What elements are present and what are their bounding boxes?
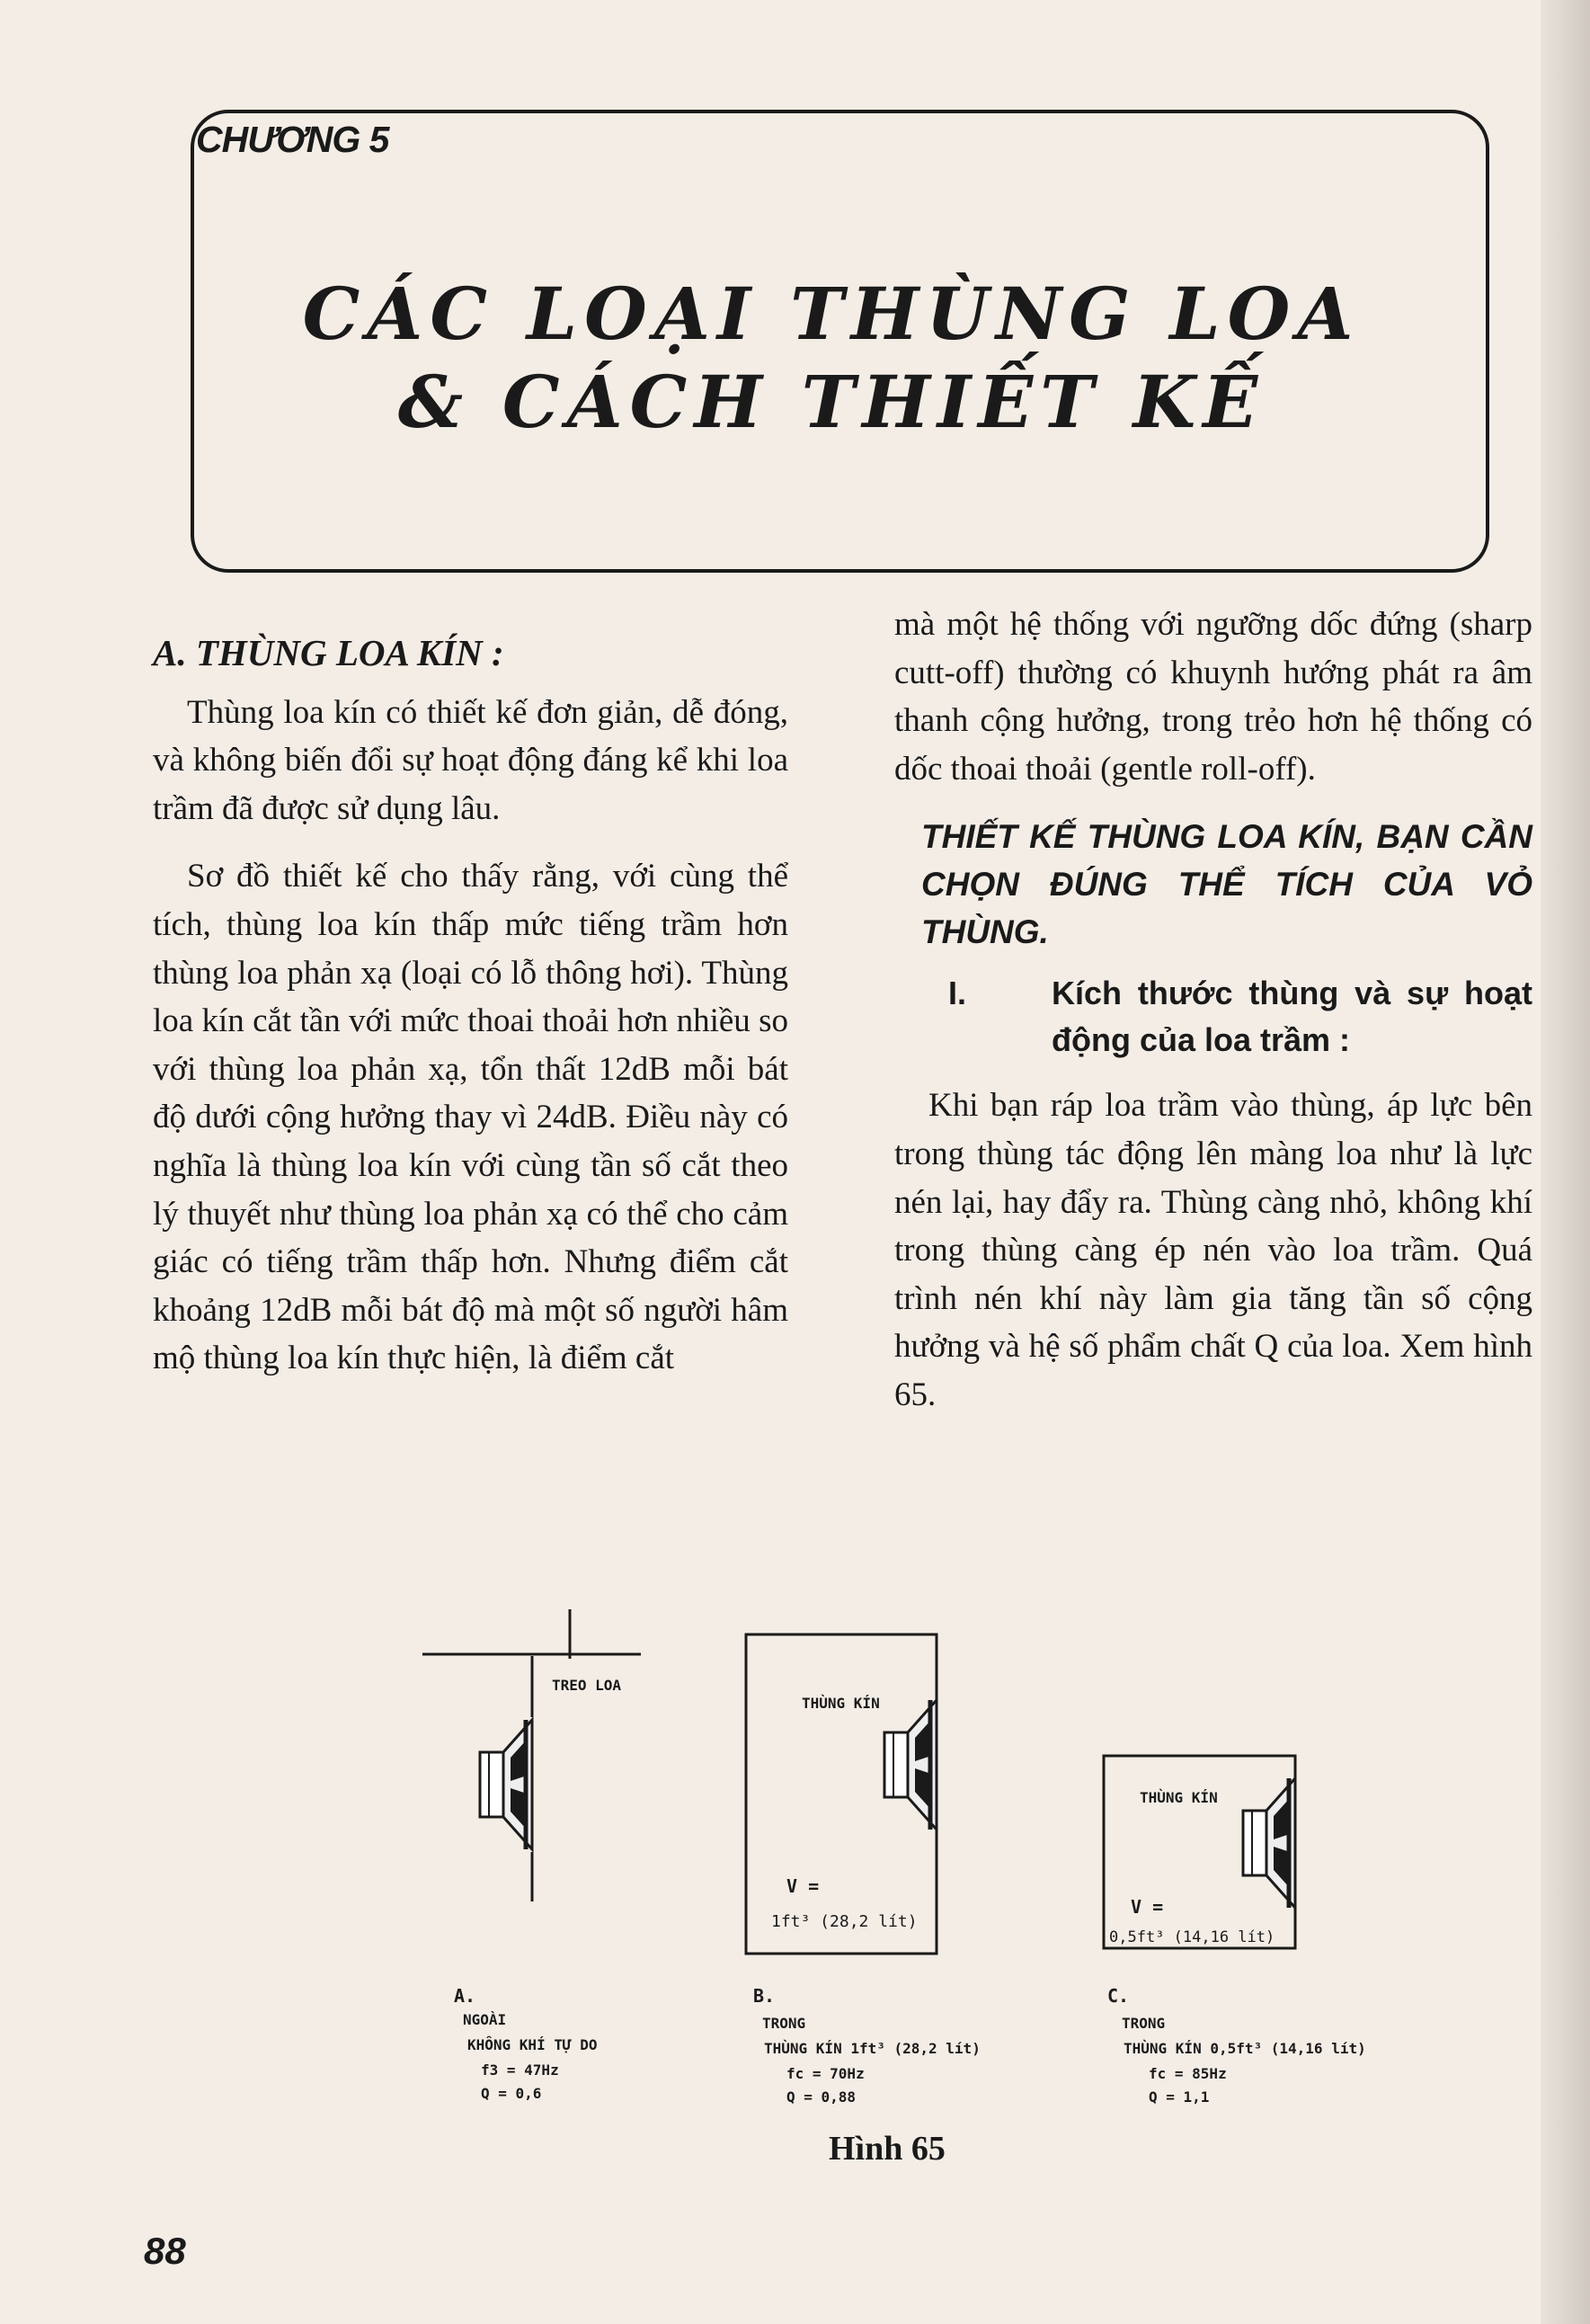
chapter-title [270,270,1393,446]
fig-a-line3: f3 = 47Hz [481,2061,559,2079]
subsection-number: I. [948,975,967,1012]
subsection-heading [894,970,1532,1064]
subsection-title: Kích thước thùng và sự hoạt động của loa trầm : [1052,975,1532,1059]
box-label-b: THÙNG KÍN [802,1695,880,1712]
fig-c-line3: fc = 85Hz [1149,2065,1227,2082]
fig-c-line1: TRONG [1122,2015,1166,2032]
chapter-label: CHƯƠNG 5 [196,119,389,160]
fig-b-line4: Q = 0,88 [786,2088,857,2106]
paragraph: Thùng loa kín có thiết kế đơn giản, dễ đóng, và không biến đổi sự hoạt động đáng kể khi loa trầm đã được sử dụng lâu. [153,693,788,827]
paragraph: Sơ đồ thiết kế cho thấy rằng, với cùng thể tích, thùng loa kín thấp mức tiếng trầm hơn thùng loa phản xạ (loại có lỗ thông hơi). Thùng loa kín cắt tần với mức thoai thoải hơn nhiều so với thùng loa phản xạ, tổn thất 12dB mỗi bát độ dưới cộng hưởng thay vì 24dB. Điều này có nghĩa là thùng loa kín với cùng tần số cắt theo lý thuyết như thùng loa phản xạ có thể cho cảm giác có tiếng trầm thấp hơn. Nhưng điểm cắt khoảng 12dB mỗi bát độ mà một số người hâm mộ thùng loa kín thực hiện, là điểm cắt [153,858,788,1377]
figure-caption: Hình 65 [829,2130,946,2168]
fig-a-line2: KHÔNG KHÍ TỰ DO [467,2036,598,2053]
page-number: 88 [144,2230,186,2272]
fig-letter-b: B. [753,1985,776,2007]
volume-value-b: 1ft³ (28,2 lít) [771,1912,918,1931]
chapter-title-line2: & CÁCH THIẾT KẾ [397,360,1266,444]
speaker-icon [480,1720,532,1849]
fig-a-line4: Q = 0,6 [481,2085,542,2102]
fig-letter-c: C. [1107,1985,1130,2007]
caps-heading: THIẾT KẾ THÙNG LOA KÍN, BẠN CẦN CHỌN ĐÚNG THỂ TÍCH CỦA VỎ THÙNG. [921,818,1532,951]
speaker-icon [1243,1778,1295,1908]
box-label-a: TREO LOA [552,1677,622,1694]
fig-b-line1: TRONG [762,2015,806,2032]
left-column [153,629,788,1402]
page-edge [1541,0,1590,2324]
volume-label-c: V = [1131,1896,1164,1918]
fig-b-line3: fc = 70Hz [786,2065,865,2082]
fig-c-line2: THÙNG KÍN 0,5ft³ (14,16 lít) [1124,2040,1366,2057]
paragraph-continued: mà một hệ thống với ngưỡng dốc đứng (sharp cutt-off) thường có khuynh hướng phát ra âm thanh cộng hưởng, trong trẻo hơn hệ thống có dốc thoai thoải (gentle roll-off). [894,606,1532,788]
chapter-title-line1: CÁC LOẠI THÙNG LOA [302,272,1361,356]
fig-letter-a: A. [454,1985,476,2007]
paragraph: Khi bạn ráp loa trầm vào thùng, áp lực bên trong thùng tác động lên màng loa như là lực nén lại, hay đẩy ra. Thùng càng nhỏ, không khí trong thùng càng ép nén vào loa trầm. Quá trình nén khí này làm gia tăng tần số cộng hưởng và hệ số phẩm chất Q của loa. Xem hình 65. [894,1087,1532,1413]
fig-c-line4: Q = 1,1 [1149,2088,1210,2106]
right-column [894,601,1532,1439]
fig-b-line2: THÙNG KÍN 1ft³ (28,2 lít) [764,2040,981,2057]
volume-label-b: V = [786,1875,820,1897]
box-label-c: THÙNG KÍN [1140,1789,1218,1806]
fig-a-line1: NGOÀI [463,2011,507,2028]
speaker-icon [884,1700,937,1830]
volume-value-c: 0,5ft³ (14,16 lít) [1109,1928,1275,1946]
section-heading: A. THÙNG LOA KÍN : [153,632,504,673]
